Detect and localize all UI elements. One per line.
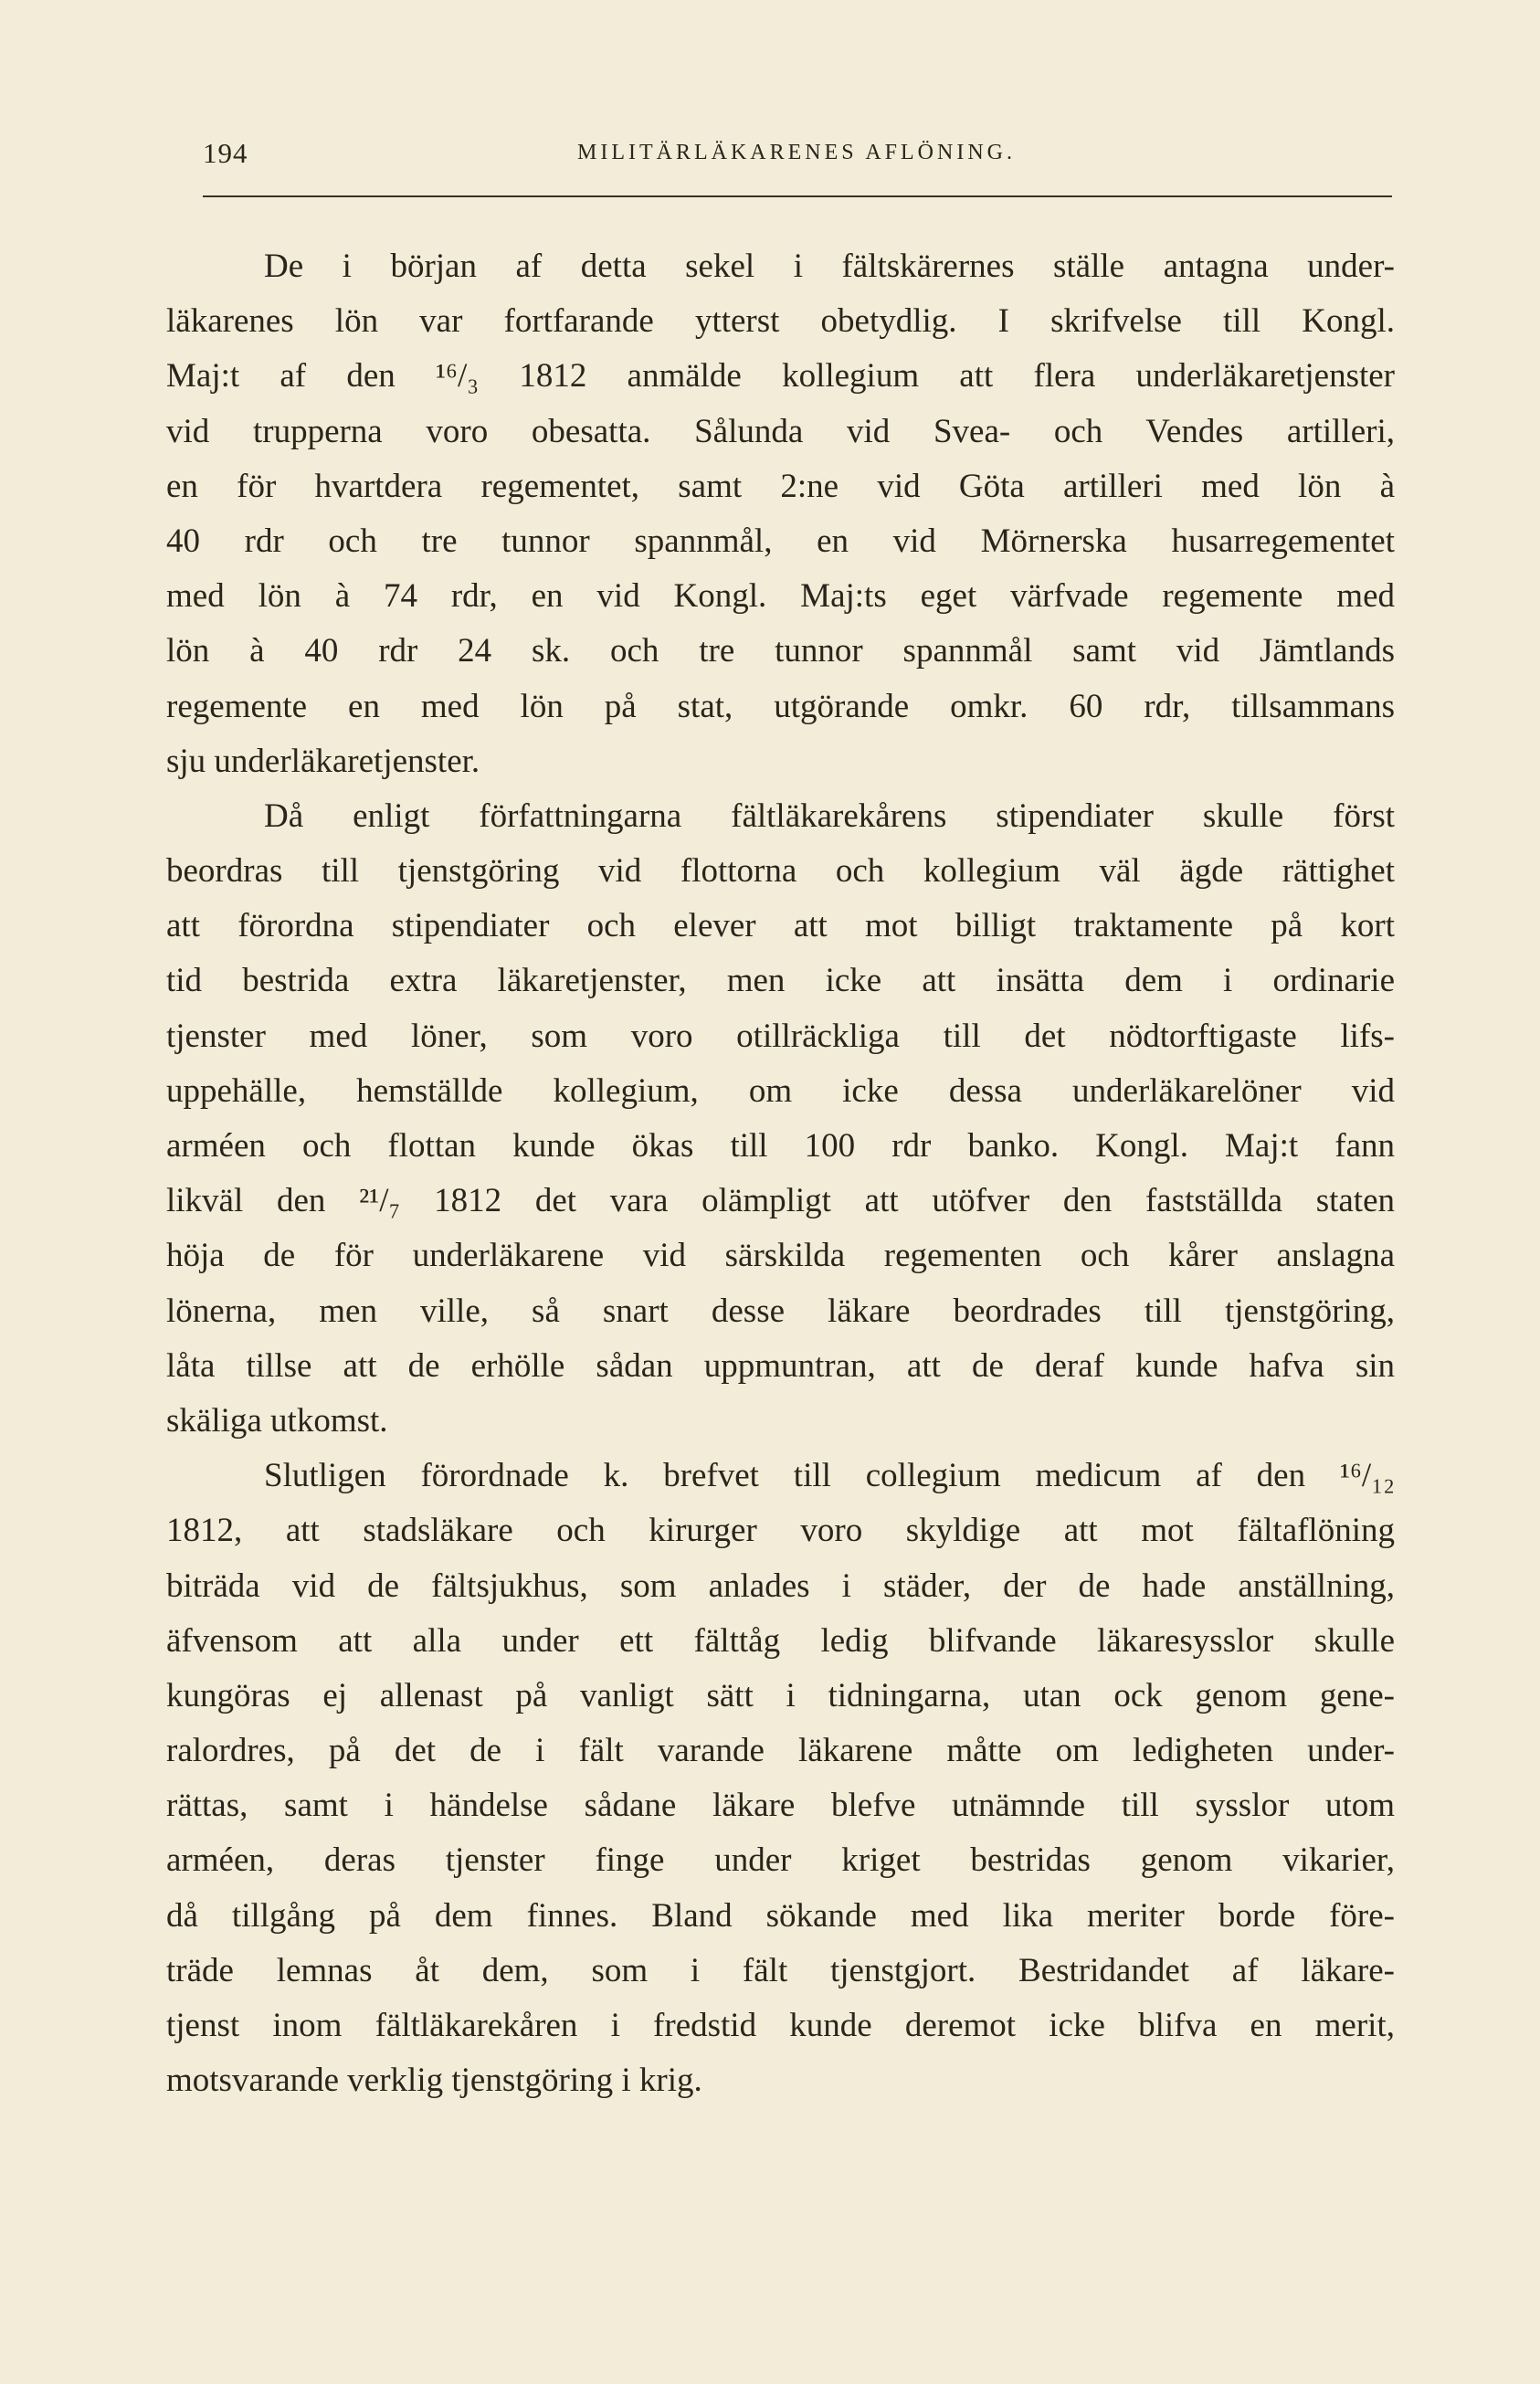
text-line: tjenst inom fältläkarekåren i fredstid kunde deremot icke blifva en merit,	[166, 2007, 1395, 2044]
text-line: ralordres, på det de i fält varande läkarene måtte om ledigheten under-	[166, 1732, 1395, 1770]
text-line: uppehälle, hemställde kollegium, om icke dessa underläkarelöner vid	[166, 1071, 1395, 1110]
text-line: arméen, deras tjenster finge under kriget bestridas genom vikarier,	[166, 1841, 1395, 1880]
text-line: tid bestrida extra läkaretjenster, men icke att insätta dem i ordinarie	[166, 962, 1395, 1000]
text-line: 40 rdr och tre tunnor spannmål, en vid Mörnerska husarregementet	[166, 522, 1395, 560]
text-line: likväl den ²¹/₇ 1812 det vara olämpligt att utöfver den fastställda staten	[166, 1182, 1395, 1220]
text-line: beordras till tjenstgöring vid flottorna och kollegium väl ägde rättighet	[166, 852, 1395, 891]
text-line: arméen och flottan kunde ökas till 100 rdr banko. Kongl. Maj:t fann	[166, 1127, 1395, 1165]
text-line: då tillgång på dem finnes. Bland sökande med lika meriter borde före-	[166, 1896, 1395, 1935]
text-line: höja de för underläkarene vid särskilda regementen och kårer anslagna	[166, 1237, 1395, 1275]
text-line: äfvensom att alla under ett fälttåg ledig blifvande läkaresysslor skulle	[166, 1621, 1395, 1660]
text-line: låta tillse att de erhölle sådan uppmuntran, att de deraf kunde hafva sin	[166, 1346, 1395, 1385]
header-rule	[203, 195, 1392, 197]
text-line: rättas, samt i händelse sådane läkare blefve utnämnde till sysslor utom	[166, 1787, 1395, 1825]
text-line: med lön à 74 rdr, en vid Kongl. Maj:ts eget värfvade regemente med	[166, 577, 1395, 616]
text-line: läkarenes lön var fortfarande ytterst obetydlig. I skrifvelse till Kongl.	[166, 302, 1395, 341]
page-header	[203, 137, 1390, 174]
text-line: att förordna stipendiater och elever att mot billigt traktamente på kort	[166, 907, 1395, 945]
text-line: Slutligen förordnade k. brefvet till collegium medicum af den ¹⁶/₁₂	[264, 1457, 1395, 1495]
text-line: motsvarande verklig tjenstgöring i krig.	[166, 2062, 702, 2100]
page-number: 194	[203, 137, 248, 169]
text-line: en för hvartdera regementet, samt 2:ne vid Göta artilleri med lön à	[166, 467, 1395, 505]
text-line: sju underläkaretjenster.	[166, 742, 480, 780]
text-line: regemente en med lön på stat, utgörande omkr. 60 rdr, tillsammans	[166, 687, 1395, 725]
text-line: 1812, att stadsläkare och kirurger voro skyldige att mot fältaflöning	[166, 1512, 1395, 1550]
text-line: lönerna, men ville, så snart desse läkare beordrades till tjenstgöring,	[166, 1292, 1395, 1330]
text-line: De i början af detta sekel i fältskärernes ställe antagna under-	[264, 248, 1395, 285]
text-line: skäliga utkomst.	[166, 1401, 388, 1440]
running-title: MILITÄRLÄKARENES AFLÖNING.	[577, 141, 1016, 164]
text-line: Då enligt författningarna fältläkarekårens stipendiater skulle först	[264, 796, 1395, 835]
text-line: biträda vid de fältsjukhus, som anlades i städer, der de hade anställning,	[166, 1566, 1395, 1605]
text-line: tjenster med löner, som voro otillräckliga till det nödtorftigaste lifs-	[166, 1017, 1395, 1055]
body-text	[166, 239, 1395, 2108]
text-line: vid trupperna voro obesatta. Sålunda vid Svea- och Vendes artilleri,	[166, 412, 1395, 450]
text-line: lön à 40 rdr 24 sk. och tre tunnor spannmål samt vid Jämtlands	[166, 632, 1395, 670]
text-line: kungöras ej allenast på vanligt sätt i tidningarna, utan ock genom gene-	[166, 1676, 1395, 1714]
text-line: Maj:t af den ¹⁶/₃ 1812 anmälde kollegium att flera underläkaretjenster	[166, 357, 1395, 396]
text-line: träde lemnas åt dem, som i fält tjenstgjort. Bestridandet af läkare-	[166, 1951, 1395, 1989]
